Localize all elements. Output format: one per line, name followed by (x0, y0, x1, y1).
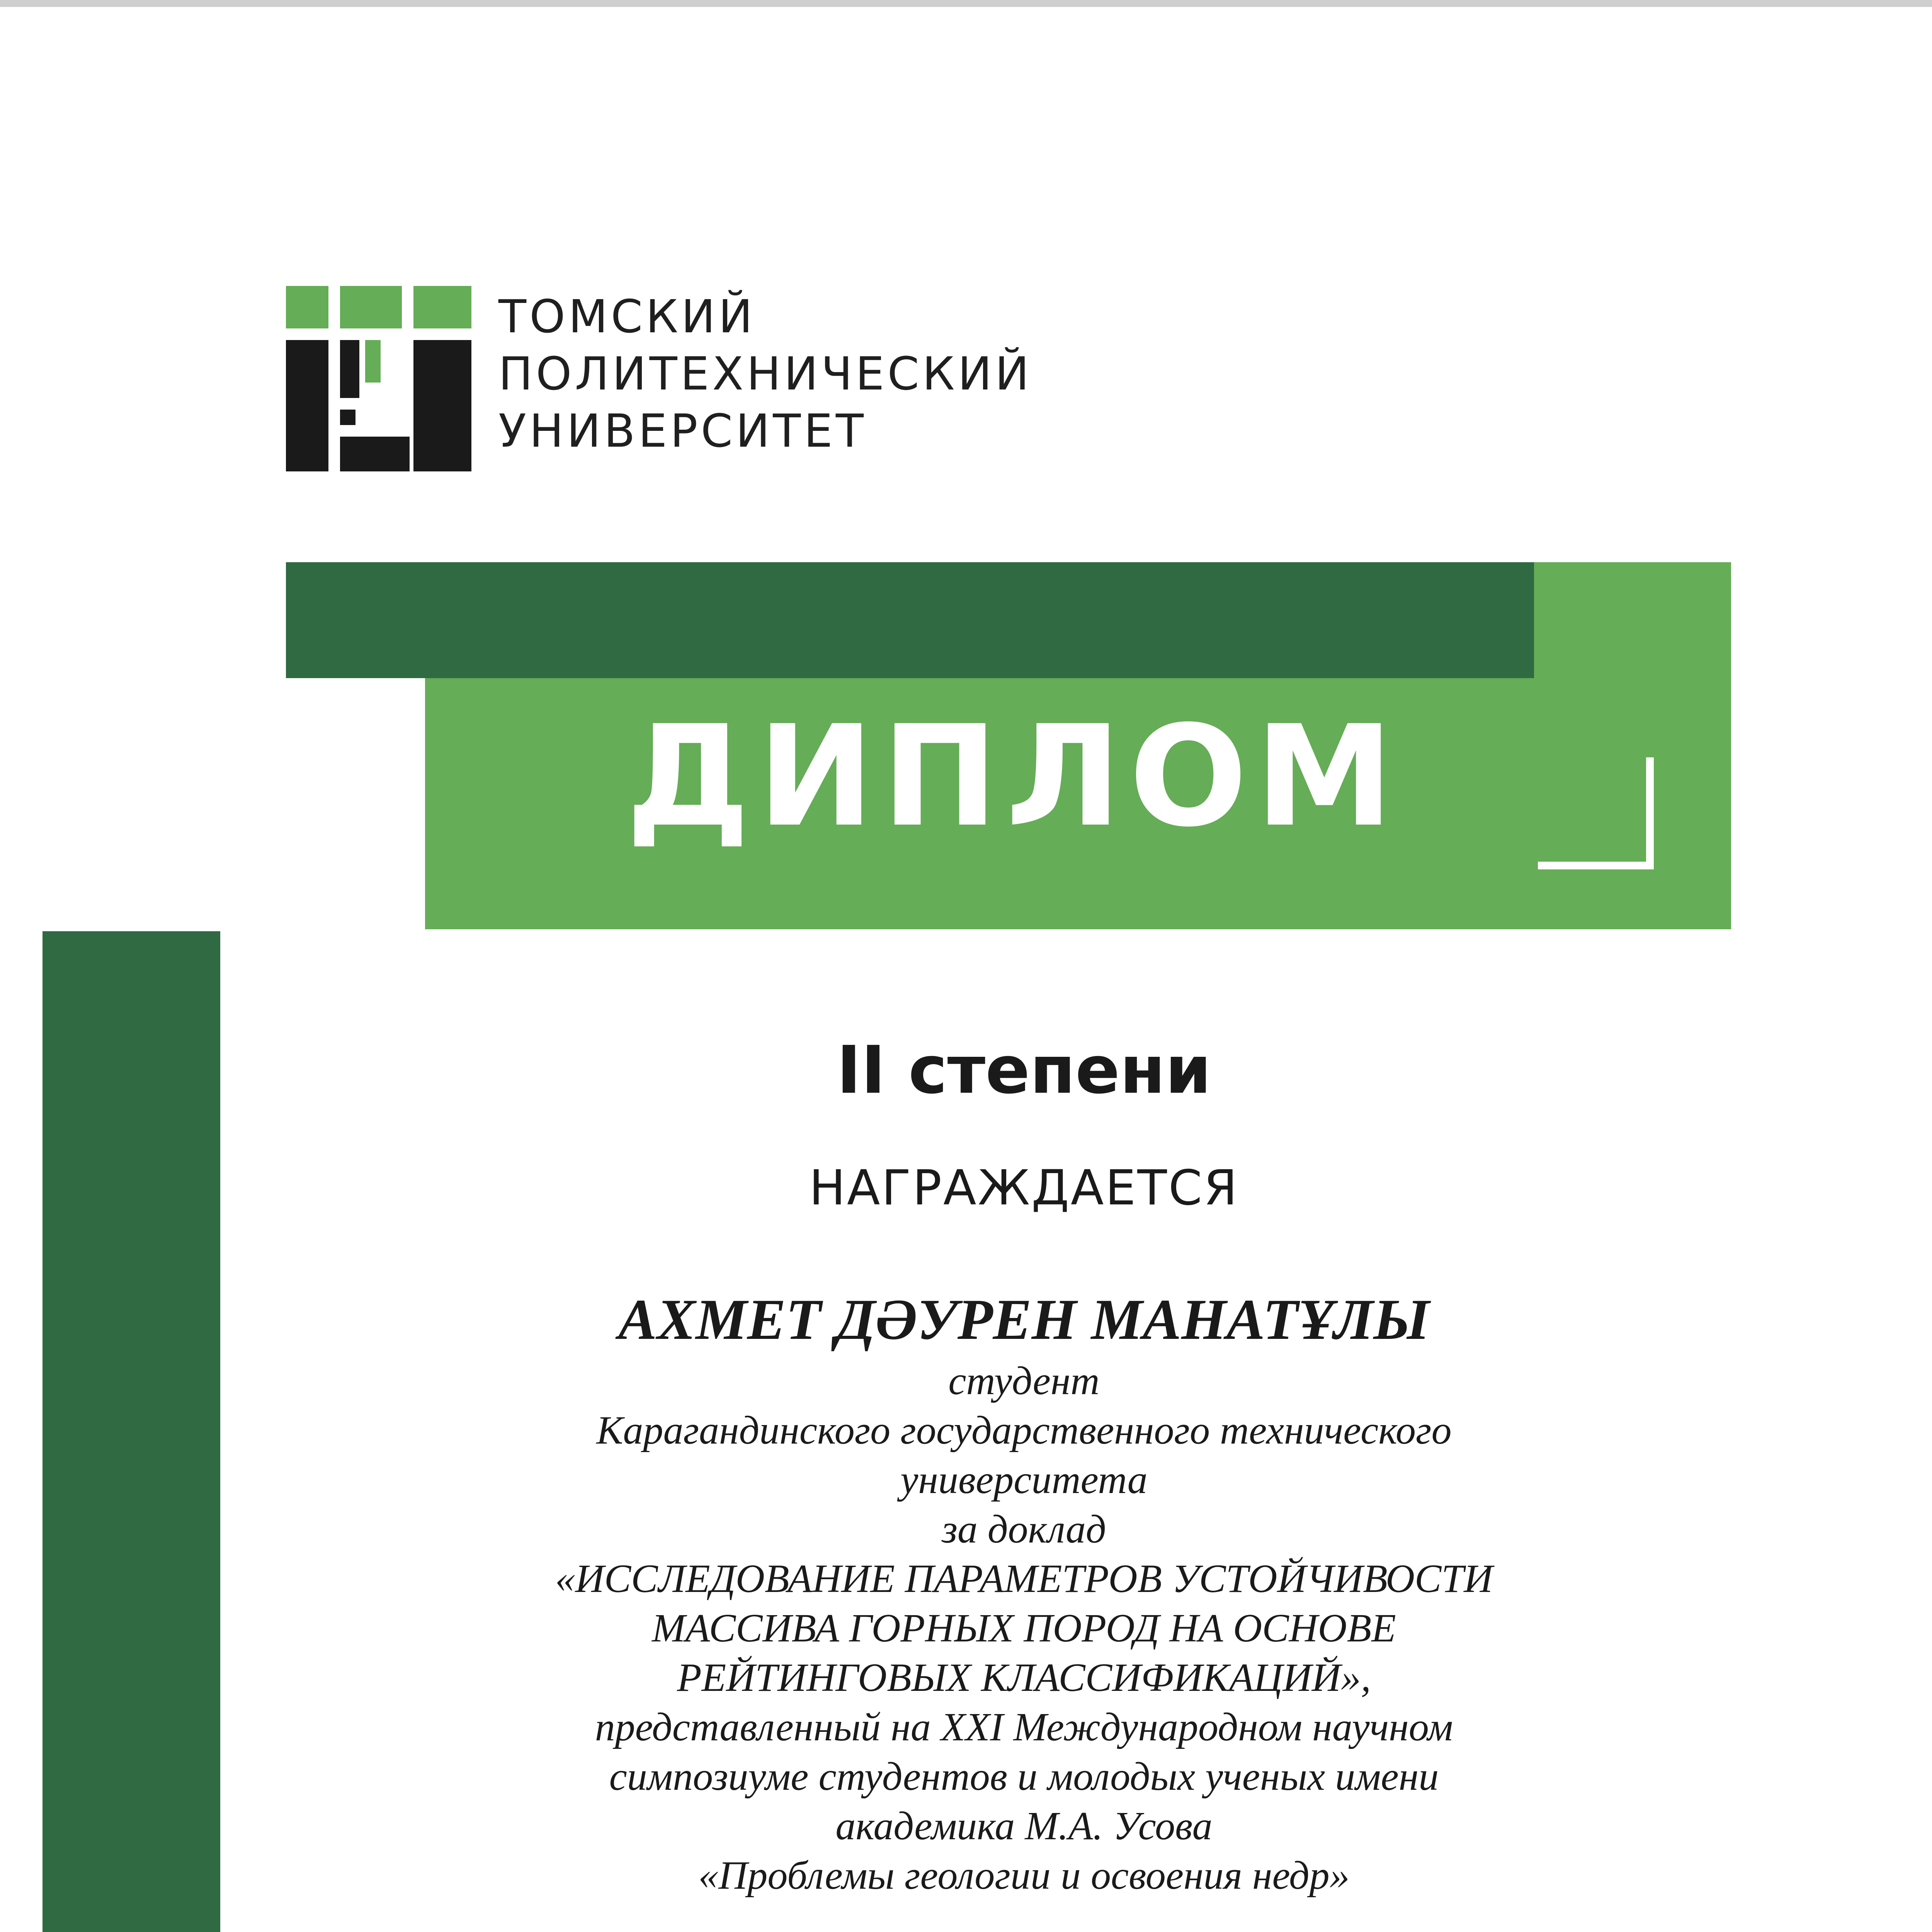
description-line: академика М.А. Усова (835, 1804, 1213, 1848)
diploma-title: ДИПЛОМ (626, 696, 1401, 857)
recipient-name: АХМЕТ ДӘУРЕН МАНАТҰЛЫ (618, 1287, 1430, 1352)
description-line: МАССИВА ГОРНЫХ ПОРОД НА ОСНОВЕ (652, 1606, 1396, 1650)
description-line: университета (900, 1458, 1148, 1502)
university-name-line: УНИВЕРСИТЕТ (498, 404, 867, 457)
awarded-label: НАГРАЖДАЕТСЯ (809, 1160, 1239, 1216)
university-name-line: ПОЛИТЕХНИЧЕСКИЙ (498, 347, 1032, 400)
description-line: студент (948, 1359, 1100, 1403)
description-line: РЕЙТИНГОВЫХ КЛАССИФИКАЦИЙ», (677, 1655, 1371, 1700)
description-line: представленный на XXI Международном научном (595, 1705, 1453, 1749)
degree-label: II степени (837, 1032, 1211, 1109)
description-line: за доклад (942, 1507, 1106, 1551)
description-line: «Проблемы геологии и освоения недр» (698, 1853, 1350, 1898)
description-line: симпозиуме студентов и молодых ученых имени (609, 1754, 1439, 1799)
description-line: Карагандинского государственного технического (596, 1408, 1452, 1452)
university-name-line: ТОМСКИЙ (498, 290, 756, 343)
description-line: «ИССЛЕДОВАНИЕ ПАРАМЕТРОВ УСТОЙЧИВОСТИ (555, 1556, 1493, 1601)
